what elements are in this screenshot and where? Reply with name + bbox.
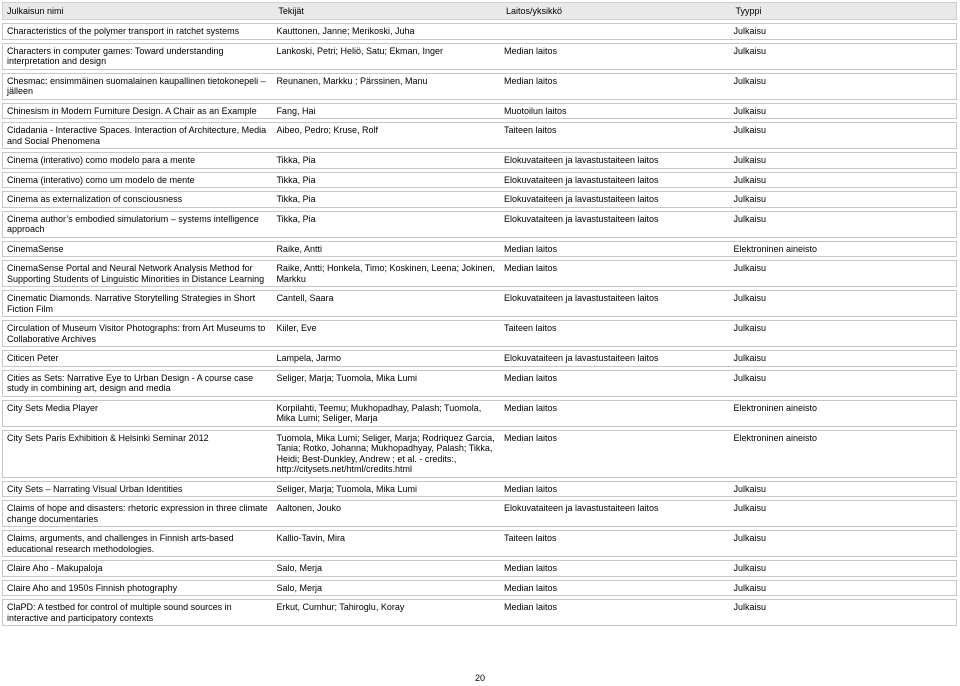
- row-title: Claims of hope and disasters: rhetoric expression in three climate change documentaries: [7, 503, 271, 524]
- table-row: [2, 152, 957, 169]
- row-type: Julkaisu: [733, 602, 766, 612]
- table-row: [2, 370, 957, 397]
- row-department: Median laitos: [503, 75, 557, 86]
- header-authors: Tekijät: [278, 6, 304, 16]
- row-department: Median laitos: [503, 372, 557, 383]
- row-title: CinemaSense Portal and Neural Network Analysis Method for Supporting Students of Linguistic Minorities in Distance Learning: [7, 263, 265, 284]
- row-department: [502, 24, 732, 39]
- row-department: Elokuvataiteen ja lavastustaiteen laitos: [503, 293, 659, 303]
- row-type: Julkaisu: [733, 263, 766, 273]
- row-authors: Kauttonen, Janne; Merikoski, Juha: [276, 26, 415, 36]
- row-authors: Seliger, Marja; Tuomola, Mika Lumi: [276, 483, 417, 494]
- row-authors: Tikka, Pia: [276, 213, 316, 224]
- row-type: Julkaisu: [733, 323, 766, 333]
- row-department: Muotoilun laitos: [503, 105, 567, 116]
- header-department: Laitos/yksikkö: [505, 6, 562, 16]
- table-row: [2, 400, 957, 427]
- row-title: Cidadania - Interactive Spaces. Interaction of Architecture, Media and Social Phenomena: [7, 125, 269, 146]
- row-type: Julkaisu: [733, 293, 766, 303]
- row-authors: Seliger, Marja; Tuomola, Mika Lumi: [276, 372, 417, 383]
- row-authors: Erkut, Cumhur; Tahiroglu, Koray: [276, 602, 405, 612]
- row-type: Julkaisu: [733, 503, 766, 513]
- row-type: Julkaisu: [733, 582, 766, 593]
- row-title: Cinema (interativo) como um modelo de mente: [7, 174, 195, 185]
- table-row: [2, 290, 957, 317]
- row-title: Claims, arguments, and challenges in Finnish arts-based educational research methodologies.: [7, 533, 237, 554]
- row-title: Characters in computer games: Toward understanding interpretation and design: [7, 45, 226, 66]
- table-row: [2, 172, 957, 189]
- row-authors: Raike, Antti; Honkela, Timo; Koskinen, Leena; Jokinen, Markku: [276, 263, 498, 284]
- row-authors: Salo, Merja: [276, 582, 322, 593]
- table-row: [2, 122, 957, 149]
- row-department: Elokuvataiteen ja lavastustaiteen laitos: [503, 194, 659, 204]
- table-row: [2, 241, 957, 258]
- row-department: Taiteen laitos: [503, 125, 557, 135]
- row-department: Median laitos: [503, 45, 557, 56]
- row-title: Cities as Sets: Narrative Eye to Urban Design - A course case study in combining art, design and media: [7, 372, 256, 393]
- row-authors: Raike, Antti: [276, 243, 322, 254]
- row-department: Median laitos: [503, 402, 557, 413]
- publication-table: [2, 2, 957, 626]
- row-department: Elokuvataiteen ja lavastustaiteen laitos: [503, 353, 659, 363]
- row-authors: Tikka, Pia: [276, 194, 316, 204]
- table-row: [2, 481, 957, 498]
- row-title: Claire Aho - Makupaloja: [7, 563, 103, 573]
- row-authors: Fang, Hai: [276, 105, 316, 116]
- row-title: City Sets Paris Exhibition & Helsinki Seminar 2012: [7, 432, 209, 443]
- row-type: Julkaisu: [733, 372, 766, 383]
- table-row: [2, 211, 957, 238]
- table-row: [2, 43, 957, 70]
- row-authors: Tuomola, Mika Lumi; Seliger, Marja; Rodriquez Garcia, Tania; Rotko, Johanna; Mukhopadhyay, Palash; Tikka, Heidi; Best-Dunkley, Andrew ; et al. - credits:, http://citysets.net/html/credits.html: [276, 432, 498, 474]
- row-title: Claire Aho and 1950s Finnish photography: [7, 582, 178, 593]
- row-department: Elokuvataiteen ja lavastustaiteen laitos: [503, 503, 659, 513]
- table-row: [2, 430, 957, 478]
- row-type: Elektroninen aineisto: [733, 243, 818, 254]
- row-department: Median laitos: [503, 602, 557, 612]
- row-authors: Tikka, Pia: [276, 155, 316, 165]
- row-title: Cinematic Diamonds. Narrative Storytelling Strategies in Short Fiction Film: [7, 293, 258, 314]
- row-type: Julkaisu: [733, 533, 766, 543]
- row-type: Julkaisu: [733, 75, 766, 86]
- page-number: 20: [474, 673, 485, 683]
- table-row: [2, 23, 957, 40]
- row-type: Julkaisu: [733, 125, 766, 135]
- table-row: [2, 530, 957, 557]
- row-authors: Kiiler, Eve: [276, 323, 317, 333]
- row-department: Median laitos: [503, 483, 557, 494]
- table-row: [2, 103, 957, 120]
- row-title: Chinesism in Modern Furniture Design. A Chair as an Example: [7, 105, 257, 116]
- row-type: Julkaisu: [733, 26, 766, 36]
- row-title: ClaPD: A testbed for control of multiple sound sources in interactive and participatory contexts: [7, 602, 235, 623]
- row-title: Cinema author’s embodied simulatorium – systems intelligence approach: [7, 213, 262, 234]
- table-row: [2, 580, 957, 597]
- table-row: [2, 260, 957, 287]
- row-authors: Lampela, Jarmo: [276, 353, 341, 363]
- row-authors: Lankoski, Petri; Heliö, Satu; Ekman, Inger: [276, 45, 444, 56]
- row-department: Median laitos: [503, 563, 557, 573]
- row-authors: Aaltonen, Jouko: [276, 503, 341, 513]
- row-department: Median laitos: [503, 243, 557, 254]
- row-title: CinemaSense: [7, 243, 64, 254]
- row-department: Median laitos: [503, 582, 557, 593]
- row-type: Julkaisu: [733, 213, 766, 224]
- row-type: Julkaisu: [733, 483, 766, 494]
- row-department: Elokuvataiteen ja lavastustaiteen laitos: [503, 155, 659, 165]
- row-authors: Tikka, Pia: [276, 174, 316, 185]
- row-type: Elektroninen aineisto: [733, 402, 818, 413]
- row-title: Cinema (interativo) como modelo para a mente: [7, 155, 196, 165]
- row-title: City Sets – Narrating Visual Urban Identities: [7, 483, 183, 494]
- row-department: Elokuvataiteen ja lavastustaiteen laitos: [503, 213, 659, 224]
- row-title: Cinema as externalization of consciousness: [7, 194, 183, 204]
- row-authors: Salo, Merja: [276, 563, 322, 573]
- table-row: [2, 500, 957, 527]
- row-department: Taiteen laitos: [503, 323, 557, 333]
- row-type: Julkaisu: [733, 194, 766, 204]
- row-type: Julkaisu: [733, 353, 766, 363]
- row-title: City Sets Media Player: [7, 402, 99, 413]
- row-authors: Reunanen, Markku ; Pärssinen, Manu: [276, 75, 428, 86]
- row-title: Citicen Peter: [7, 353, 59, 363]
- row-title: Characteristics of the polymer transport in ratchet systems: [7, 26, 240, 36]
- table-row: [2, 350, 957, 367]
- row-type: Julkaisu: [733, 45, 766, 56]
- row-department: Elokuvataiteen ja lavastustaiteen laitos: [503, 174, 659, 185]
- table-row: [2, 599, 957, 626]
- row-type: Julkaisu: [733, 563, 766, 573]
- row-authors: Korpilahti, Teemu; Mukhopadhay, Palash; Tuomola, Mika Lumi; Seliger, Marja: [276, 402, 484, 423]
- row-authors: Aibeo, Pedro; Kruse, Rolf: [276, 125, 378, 135]
- row-title: Circulation of Museum Visitor Photographs: from Art Museums to Collaborative Archives: [7, 323, 268, 344]
- row-authors: Kallio-Tavin, Mira: [276, 533, 345, 543]
- row-type: Elektroninen aineisto: [733, 432, 818, 443]
- row-title: Chesmac: ensimmäinen suomalainen kaupallinen tietokonepeli – jälleen: [7, 75, 269, 96]
- table-row: [2, 560, 957, 577]
- table-row: [2, 320, 957, 347]
- table-header: [2, 2, 957, 20]
- table-body: [2, 23, 957, 626]
- row-authors: Cantell, Saara: [276, 293, 334, 303]
- row-department: Median laitos: [503, 263, 557, 273]
- header-title: Julkaisun nimi: [7, 6, 64, 16]
- header-type: Tyyppi: [735, 6, 762, 16]
- row-department: Taiteen laitos: [503, 533, 557, 543]
- row-type: Julkaisu: [733, 155, 766, 165]
- row-department: Median laitos: [503, 432, 557, 443]
- row-type: Julkaisu: [733, 105, 766, 116]
- table-row: [2, 73, 957, 100]
- table-row: [2, 191, 957, 208]
- row-type: Julkaisu: [733, 174, 766, 185]
